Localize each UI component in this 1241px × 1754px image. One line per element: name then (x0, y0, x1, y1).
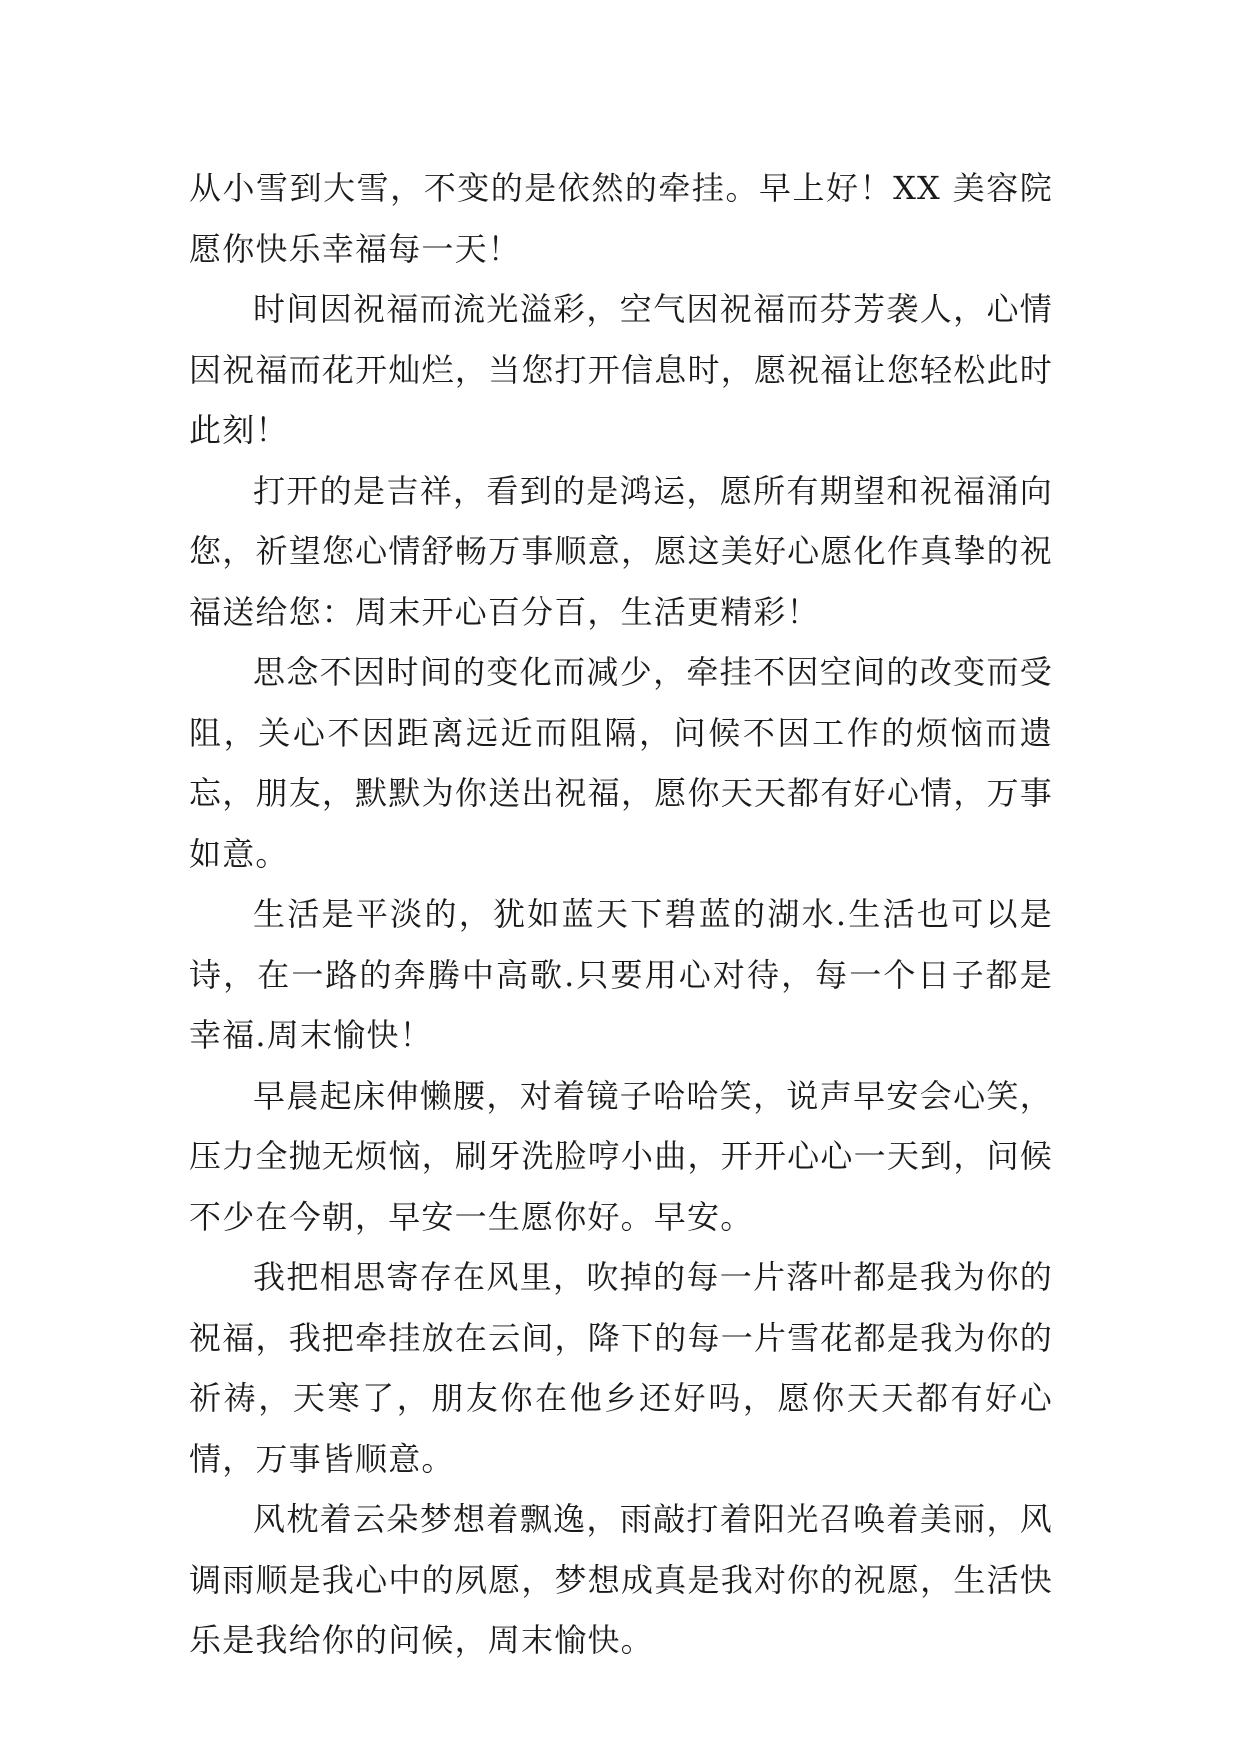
paragraph: 打开的是吉祥，看到的是鸿运，愿所有期望和祝福涌向您，祈望您心情舒畅万事顺意，愿这美好心愿化作真挚的祝福送给您：周末开心百分百，生活更精彩！ (189, 471, 1053, 631)
paragraph: 我把相思寄存在风里，吹掉的每一片落叶都是我为你的祝福，我把牵挂放在云间，降下的每一片雪花都是我为你的祈祷，天寒了，朋友你在他乡还好吗，愿你天天都有好心情，万事皆顺意。 (189, 1258, 1053, 1478)
paragraph: 从小雪到大雪，不变的是依然的牵挂。早上好！XX 美容院愿你快乐幸福每一天！ (189, 169, 1053, 268)
paragraph: 时间因祝福而流光溢彩，空气因祝福而芬芳袭人，心情因祝福而花开灿烂，当您打开信息时，愿祝福让您轻松此时此刻！ (189, 290, 1053, 449)
paragraph: 风枕着云朵梦想着飘逸，雨敲打着阳光召唤着美丽，风调雨顺是我心中的夙愿，梦想成真是我对你的祝愿，生活快乐是我给你的问候，周末愉快。 (189, 1500, 1053, 1659)
document-body (189, 158, 1053, 1671)
paragraph: 早晨起床伸懒腰，对着镜子哈哈笑，说声早安会心笑，压力全抛无烦恼，刷牙洗脸哼小曲，开开心心一天到，问候不少在今朝，早安一生愿你好。早安。 (189, 1076, 1053, 1236)
paragraph: 思念不因时间的变化而减少，牵挂不因空间的改变而受阻，关心不因距离远近而阻隔，问候不因工作的烦恼而遗忘，朋友，默默为你送出祝福，愿你天天都有好心情，万事如意。 (189, 653, 1053, 873)
paragraph: 生活是平淡的，犹如蓝天下碧蓝的湖水.生活也可以是诗，在一路的奔腾中高歌.只要用心对待，每一个日子都是幸福.周末愉快！ (189, 895, 1053, 1054)
